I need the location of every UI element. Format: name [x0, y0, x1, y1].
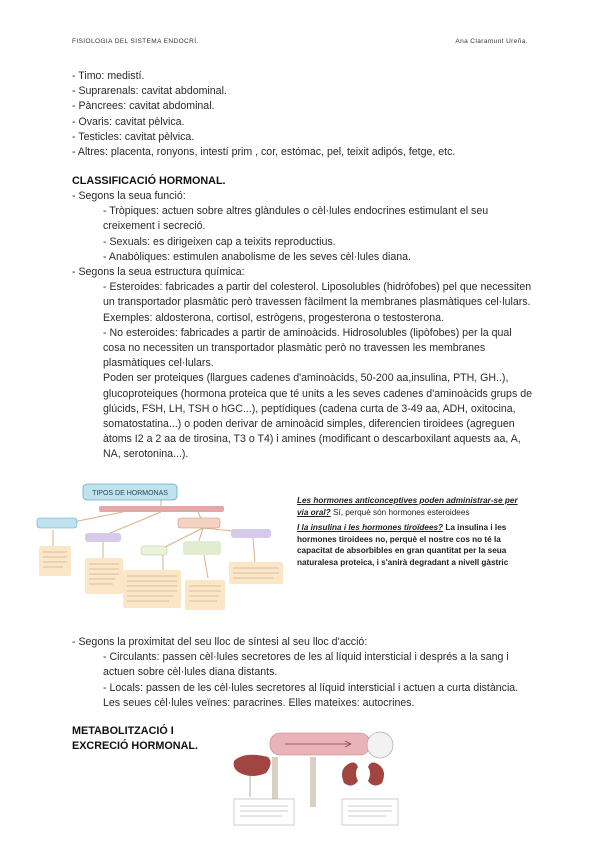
structure-item: - No esteroides: fabricades a partir de aminoàcids. Hidrosolubles (lipòfobes) per la qual cosa no necessiten un transportador plasmàtic però no travessen les membranes plasmàtiques cel·lulars.: [103, 326, 512, 370]
locations-list: [72, 69, 532, 160]
non-steroids-node: [178, 518, 220, 528]
function-item: - Sexuals: es dirigeixen cap a teixits reproductius.: [103, 235, 336, 248]
peptide-examples: [123, 570, 181, 608]
steroids-node: [37, 518, 77, 528]
metabolism-title: [72, 724, 198, 754]
header-right: Ana Claramunt Ureña.: [455, 38, 528, 45]
aminoacid-node: [183, 541, 221, 555]
proximity-item: - Locals: passen de les cèl·lules secretores al líquid intersticial i actuen a curta distància. Les seues cèl·lules veïnes: paracrines. Elles mateixes: autocrines.: [103, 681, 519, 709]
structure-intro: - Segons la seua estructura química:: [72, 266, 245, 279]
kidney-label-box: [342, 799, 398, 825]
function-intro: - Segons la seua funció:: [72, 190, 186, 202]
classification-body: [72, 189, 532, 463]
list-item: - Suprarenals: cavitat abdominal.: [72, 85, 227, 98]
aminoacid-examples: [185, 580, 225, 610]
list-item: - Ovaris: cavitat pèlvica.: [72, 115, 185, 128]
answer-2: La insulina i les hormones tiroidees no, perquè el nostre cos no té la capacitat de absorbibles en gran quantitat per la seua naturalesa proteica, i s'anirà degradant a nivell gàstric: [297, 523, 509, 567]
list-item: - Testicles: cavitat pèlvica.: [72, 130, 195, 143]
header-left: FISIOLOGIA DEL SISTEMA ENDOCRÍ.: [72, 38, 199, 45]
answer-1: Sí, perquè són hormones esteroidees: [332, 507, 470, 517]
structure-item: - Esteroides: fabricades a partir del colesterol. Liposolubles (hidròfobes) pel que necessiten un transportador plasmàtic però travessen fàcilment la membranes plasmàtiques cel·lulars. Exemples: aldosterona, cortisol, estrògens, progesterona o testosterona.: [103, 281, 532, 324]
metabolism-title-line1: METABOLITZACIÓ I: [72, 725, 174, 737]
liver-label-box: [234, 799, 294, 825]
aside-qa: [297, 495, 527, 573]
glycoprotein-node: [231, 529, 271, 538]
metabolism-illustration: [230, 727, 402, 827]
proximity-item: - Circulants: passen cèl·lules secretores de les al líquid intersticial i després a la sang i actuen sobre cèl·lules diana distants.: [103, 651, 509, 679]
peptide-node: [141, 546, 167, 555]
proteic-node: [85, 533, 121, 542]
diagram-title: TIPOS DE HORMONAS: [92, 490, 168, 497]
hormone-types-diagram: [33, 478, 289, 613]
proximity-intro: - Segons la proximitat del seu lloc de síntesi al seu lloc d'acció:: [72, 636, 368, 648]
list-item: - Timo: medistí.: [72, 70, 145, 82]
function-item: - Anabòliques: estimulen anabolisme de les seves cèl·lules diana.: [103, 250, 411, 263]
proteic-examples: [85, 558, 123, 594]
category-bar: [99, 506, 224, 512]
function-item: - Tròpiques: actuen sobre altres glàndules o cèl·lules endocrines estimulant el seu creixement i secreció.: [103, 205, 489, 233]
list-item: - Pàncrees: cavitat abdominal.: [72, 100, 215, 113]
proximity-body: [72, 635, 532, 711]
question-1: Les hormones anticonceptives poden administrar-se per via oral?: [297, 496, 518, 517]
metabolism-title-line2: EXCRECIÓ HORMONAL.: [72, 740, 198, 752]
structure-item: Poden ser proteiques (llargues cadenes d'aminoàcids, 50-200 aa,insulina, PTH, GH..), glucoproteiques (hormona proteica que té units a les seves cadenes d'aminoàcids grups de glúcids, FSH, LH, TSH o hGC...), peptídiques (cadena curta de 3-49 aa, ADH, oxitocina, somatostatina...) o poden derivar de aminoàcid simples, diferencien tiroidees (agreguen àtoms I2 a 2 aa de tirosina, T3 o T4) i amines (modificant o descarboxilant aquests aa, A, NA, serotonina...).: [103, 372, 532, 461]
target-cell: [367, 732, 393, 758]
question-2: I la insulina i les hormones tiroïdees?: [297, 523, 444, 533]
classification-title: CLASSIFICACIÓ HORMONAL.: [72, 175, 226, 187]
steroids-examples: [39, 546, 71, 576]
list-item: - Altres: placenta, ronyons, intestí prim , cor, estómac, pel, teixit adipós, fetge, etc.: [72, 146, 456, 159]
